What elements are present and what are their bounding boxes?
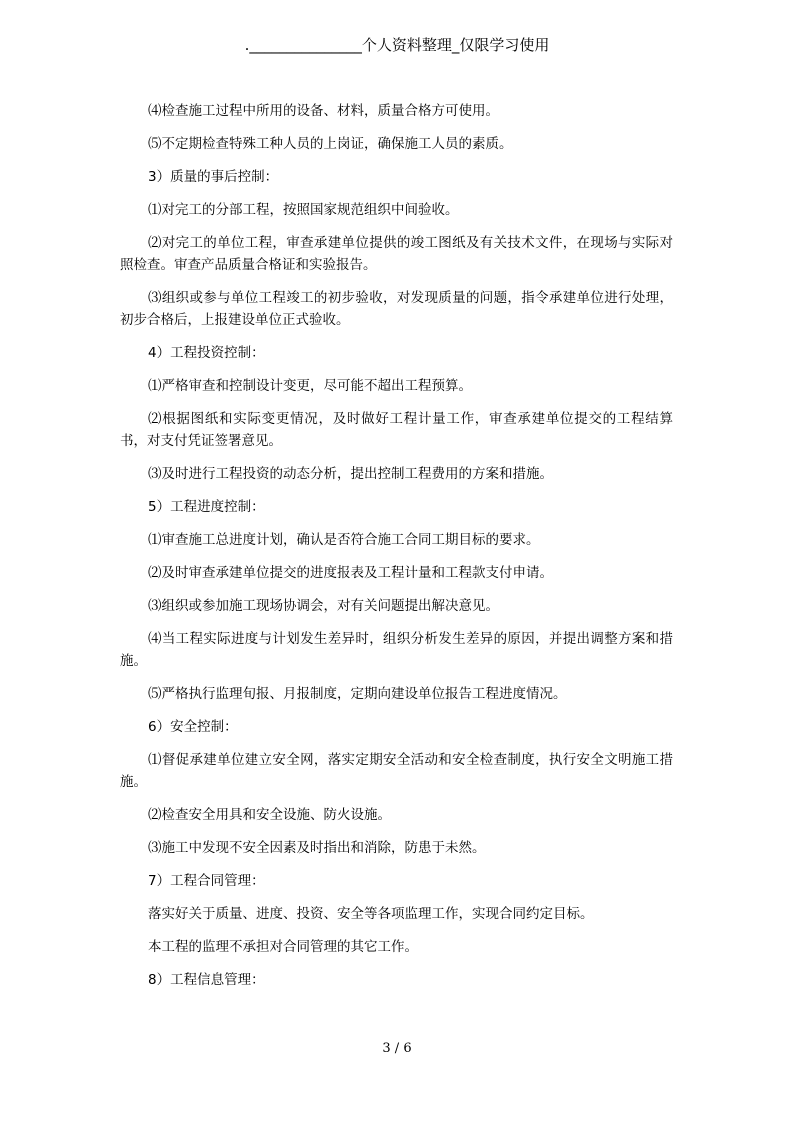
page-header: ._______________个人资料整理_仅限学习使用 [244, 36, 550, 54]
section-heading: 6）安全控制： [148, 719, 238, 735]
paragraph: 落实好关于质量、进度、投资、安全等各项监理工作，实现合同约定目标。 [148, 906, 594, 922]
section-heading: 3）质量的事后控制： [148, 169, 279, 185]
paragraph: ⑷当工程实际进度与计划发生差异时，组织分析发生差异的原因，并提出调整方案和措施。 [120, 631, 673, 669]
section-heading: 7）工程合同管理： [148, 873, 265, 889]
paragraph: ⑸严格执行监理旬报、月报制度，定期向建设单位报告工程进度情况。 [148, 686, 567, 702]
paragraph: ⑴督促承建单位建立安全网，落实定期安全活动和安全检查制度，执行安全文明施工措施。 [120, 752, 673, 790]
section-heading: 8）工程信息管理： [148, 972, 265, 988]
paragraph: ⑵及时审查承建单位提交的进度报表及工程计量和工程款支付申请。 [148, 565, 553, 581]
paragraph: ⑶组织或参加施工现场协调会，对有关问题提出解决意见。 [148, 598, 499, 614]
paragraph: ⑷检查施工过程中所用的设备、材料，质量合格方可使用。 [148, 103, 499, 119]
paragraph: ⑵检查安全用具和安全设施、防火设施。 [148, 807, 391, 823]
paragraph: ⑶组织或参与单位工程竣工的初步验收，对发现质量的问题，指令承建单位进行处理，初步合格后，上报建设单位正式验收。 [120, 290, 673, 328]
document-body [120, 100, 673, 1002]
paragraph: ⑴对完工的分部工程，按照国家规范组织中间验收。 [148, 202, 459, 218]
section-heading: 5）工程进度控制： [148, 499, 265, 515]
section-heading: 4）工程投资控制： [148, 345, 265, 361]
paragraph: ⑶及时进行工程投资的动态分析，提出控制工程费用的方案和措施。 [148, 466, 553, 482]
page-number: 3 / 6 [382, 1041, 412, 1056]
paragraph: ⑴严格审查和控制设计变更，尽可能不超出工程预算。 [148, 378, 472, 394]
paragraph: ⑴审查施工总进度计划，确认是否符合施工合同工期目标的要求。 [148, 532, 540, 548]
paragraph: ⑶施工中发现不安全因素及时指出和消除，防患于未然。 [148, 840, 486, 856]
paragraph: 本工程的监理不承担对合同管理的其它工作。 [148, 939, 418, 955]
paragraph: ⑵对完工的单位工程，审查承建单位提供的竣工图纸及有关技术文件，在现场与实际对照检查。审查产品质量合格证和实验报告。 [120, 235, 673, 273]
paragraph: ⑵根据图纸和实际变更情况，及时做好工程计量工作，审查承建单位提交的工程结算书，对支付凭证签署意见。 [120, 411, 673, 449]
paragraph: ⑸不定期检查特殊工种人员的上岗证，确保施工人员的素质。 [148, 136, 513, 152]
